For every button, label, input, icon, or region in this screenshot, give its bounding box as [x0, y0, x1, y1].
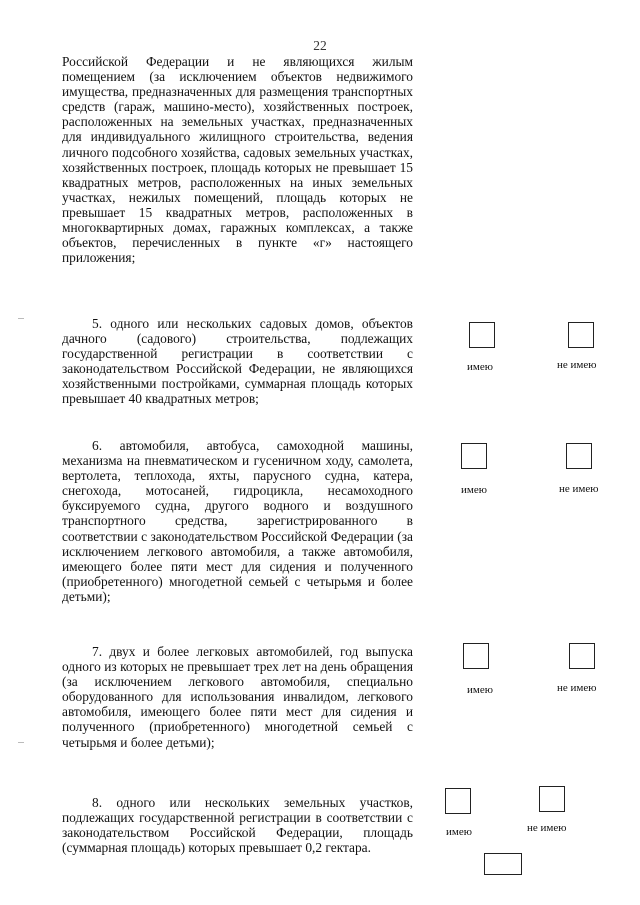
paragraph-continuation: [62, 54, 413, 265]
label-item-7-have-not: не имею: [557, 682, 597, 694]
checkbox-item-8-have-not[interactable]: [539, 786, 565, 812]
checkbox-item-5-have[interactable]: [469, 322, 495, 348]
scan-margin-mark: [18, 318, 24, 319]
paragraph-text: 6. автомобиля, автобуса, самоходной машины, механизма на пневматическом и гусеничном ходу, самолета, вертолета, теплохода, яхты, парусного судна, катера, снегохода, мотосаней, гидроцикла, несамоходного буксируемого судна, другого водного и воздушного транспортного средства, зарегистрированного в соответствии с законодательством Российской Федерации (за исключением легкового автомобиля, а также автомобиля, имеющего более пяти мест для сидения и полученного (приобретенного) многодетной семьей с четырьмя и более детьми);: [62, 438, 413, 604]
paragraph-item-8: [62, 795, 413, 855]
area-input-box[interactable]: [484, 853, 522, 875]
paragraph-text: 8. одного или нескольких земельных участков, подлежащих государственной регистрации в соответствии с законодательством Российской Федерации, площадь (суммарная площадь) которых превышает 0,2 гектара.: [62, 795, 413, 856]
checkbox-item-8-have[interactable]: [445, 788, 471, 814]
checkbox-item-7-have[interactable]: [463, 643, 489, 669]
scan-margin-mark: [18, 742, 24, 743]
label-item-7-have: имею: [467, 684, 493, 696]
paragraph-item-7: [62, 644, 413, 750]
label-item-8-have-not: не имею: [527, 822, 567, 834]
paragraph-text: 5. одного или нескольких садовых домов, объектов дачного (садового) строительства, подлежащих государственной регистрации в соответствии с законодательством Российской Федерации, не являющихся хозяйственными постройками, суммарная площадь которых превышает 40 квадратных метров;: [62, 316, 413, 407]
label-item-8-have: имею: [446, 826, 472, 838]
checkbox-item-6-have-not[interactable]: [566, 443, 592, 469]
label-item-5-have-not: не имею: [557, 359, 597, 371]
checkbox-item-6-have[interactable]: [461, 443, 487, 469]
paragraph-item-5: [62, 316, 413, 407]
label-item-6-have-not: не имею: [559, 483, 599, 495]
paragraph-text: 7. двух и более легковых автомобилей, год выпуска одного из которых не превышает трех лет на день обращения (за исключением легкового автомобиля, специально оборудованного для использования инвалидом, легкового автомобиля, имеющего более пяти мест для сидения и полученного (приобретенного) многодетной семьей с четырьмя и более детьми);: [62, 644, 413, 750]
page-number: 22: [313, 38, 327, 53]
paragraph-item-6: [62, 438, 413, 604]
label-item-5-have: имею: [467, 361, 493, 373]
label-item-6-have: имею: [461, 484, 487, 496]
checkbox-item-7-have-not[interactable]: [569, 643, 595, 669]
paragraph-text: Российской Федерации и не являющихся жилым помещением (за исключением объектов недвижимого имущества, предназначенных для размещения транспортных средств (гараж, машино-место), хозяйственных построек, расположенных на земельных участках, предназначенных для индивидуального жилищного строительства, ведения личного подсобного хозяйства, садовых земельных участках, хозяйственных построек, площадь которых не превышает 15 квадратных метров, расположенных на иных земельных участках, нежилых помещений, площадь которых не превышает 15 квадратных метров, расположенных в многоквартирных домах, гаражных комплексах, а также объектов, перечисленных в пункте «г» настоящего приложения;: [62, 54, 413, 266]
checkbox-item-5-have-not[interactable]: [568, 322, 594, 348]
